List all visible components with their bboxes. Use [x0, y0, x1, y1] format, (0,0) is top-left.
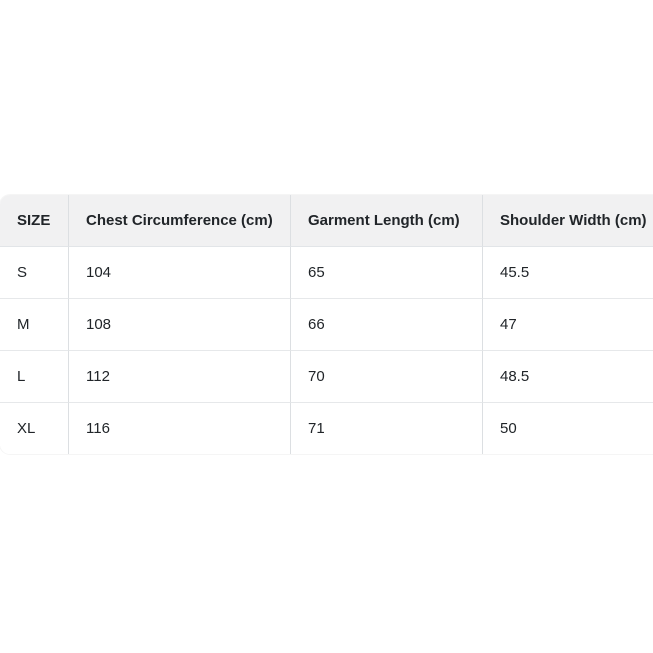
size-cell: S — [0, 247, 68, 299]
shoulder-cell: 48.5 — [482, 351, 653, 403]
chest-cell: 112 — [68, 351, 290, 403]
column-header-garment-length: Garment Length (cm) — [290, 195, 482, 247]
column-header-shoulder-width: Shoulder Width (cm) — [482, 195, 653, 247]
shoulder-cell: 45.5 — [482, 247, 653, 299]
table-row-s — [0, 247, 653, 299]
table-row-m — [0, 299, 653, 351]
column-header-chest-circumference: Chest Circumference (cm) — [68, 195, 290, 247]
chest-cell: 108 — [68, 299, 290, 351]
table-row-xl — [0, 403, 653, 454]
size-chart-table — [0, 195, 653, 454]
length-cell: 70 — [290, 351, 482, 403]
column-header-size: SIZE — [0, 195, 68, 247]
size-cell: XL — [0, 403, 68, 454]
shoulder-cell: 47 — [482, 299, 653, 351]
length-cell: 66 — [290, 299, 482, 351]
size-chart-container — [0, 195, 653, 454]
table-row-l — [0, 351, 653, 403]
size-cell: M — [0, 299, 68, 351]
shoulder-cell: 50 — [482, 403, 653, 454]
chest-cell: 116 — [68, 403, 290, 454]
size-cell: L — [0, 351, 68, 403]
chest-cell: 104 — [68, 247, 290, 299]
length-cell: 65 — [290, 247, 482, 299]
header-row — [0, 195, 653, 247]
length-cell: 71 — [290, 403, 482, 454]
